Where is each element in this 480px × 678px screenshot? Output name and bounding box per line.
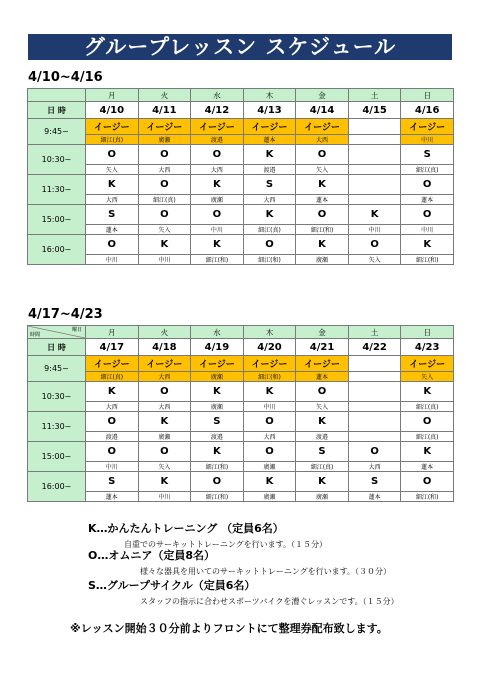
lesson-code-cell: K xyxy=(243,205,296,225)
legend-s-title: S…グループサイクル（定員6名） xyxy=(88,579,256,592)
easy-lesson-cell xyxy=(348,119,401,135)
instructor-cell: 矢入 xyxy=(296,402,349,412)
instructor-cell: 大西 xyxy=(243,195,296,205)
easy-lesson-row xyxy=(28,119,454,135)
instructor-cell: 中川 xyxy=(401,135,454,145)
weekday-6: 日 xyxy=(401,326,454,339)
instructor-cell: 細江(真) xyxy=(138,195,191,205)
instructor-cell: 大西 xyxy=(191,165,244,175)
lesson-code-cell: O xyxy=(348,442,401,462)
lesson-code-cell: K xyxy=(138,412,191,432)
time-label: 16:00~ xyxy=(28,235,86,265)
lesson-code-cell: K xyxy=(348,205,401,225)
instructor-row xyxy=(28,432,454,442)
ticket-notice: ※レッスン開始３０分前よりフロントにて整理券配布致します。 xyxy=(70,622,388,635)
week-1-schedule-table xyxy=(27,88,454,265)
instructor-cell: 廣瀬 xyxy=(243,492,296,502)
lesson-code-cell xyxy=(348,145,401,165)
lesson-code-cell: K xyxy=(296,175,349,195)
instructor-cell: 細江(和) xyxy=(191,462,244,472)
lesson-code-cell: K xyxy=(86,175,139,195)
instructor-cell: 細江(和) xyxy=(243,372,296,382)
instructor-cell: 大西 xyxy=(86,195,139,205)
lesson-code-cell: S xyxy=(401,145,454,165)
easy-lesson-cell: イージー xyxy=(86,119,139,135)
weekday-3: 木 xyxy=(243,326,296,339)
lesson-code-cell: K xyxy=(86,382,139,402)
instructor-cell: 細江(真) xyxy=(401,402,454,412)
instructor-cell: 細江(真) xyxy=(296,462,349,472)
instructor-cell: 中川 xyxy=(191,225,244,235)
time-label: 10:30~ xyxy=(28,145,86,175)
date-cell: 4/19 xyxy=(191,339,244,356)
instructor-cell xyxy=(348,432,401,442)
instructor-cell: 蓮本 xyxy=(243,135,296,145)
instructor-cell: 蓮本 xyxy=(401,462,454,472)
lesson-code-cell: O xyxy=(191,205,244,225)
instructor-cell: 渡邉 xyxy=(191,432,244,442)
lesson-code-cell: O xyxy=(86,145,139,165)
instructor-row xyxy=(28,402,454,412)
weekday-1: 火 xyxy=(138,89,191,102)
date-row xyxy=(28,102,454,119)
lesson-code-cell: K xyxy=(138,472,191,492)
instructor-cell xyxy=(348,195,401,205)
lesson-row xyxy=(28,235,454,255)
legend-s xyxy=(88,577,399,607)
lesson-code-cell: O xyxy=(191,472,244,492)
weekday-2: 水 xyxy=(191,89,244,102)
lesson-code-cell: K xyxy=(191,442,244,462)
date-cell: 4/14 xyxy=(296,102,349,119)
instructor-cell: 中川 xyxy=(86,462,139,472)
date-cell: 4/17 xyxy=(86,339,139,356)
instructor-cell: 矢入 xyxy=(86,165,139,175)
lesson-row xyxy=(28,145,454,165)
lesson-code-cell: K xyxy=(191,382,244,402)
weekday-4: 金 xyxy=(296,89,349,102)
corner-cell xyxy=(28,326,86,339)
date-row-label: 日 時 xyxy=(28,339,86,356)
lesson-row xyxy=(28,442,454,462)
time-label: 11:30~ xyxy=(28,175,86,205)
instructor-cell xyxy=(348,165,401,175)
weekday-0: 月 xyxy=(86,89,139,102)
instructor-cell: 細江(和) xyxy=(296,225,349,235)
instructor-cell xyxy=(348,372,401,382)
instructor-cell: 渡邉 xyxy=(86,432,139,442)
lesson-code-cell: S xyxy=(243,175,296,195)
instructor-cell: 中川 xyxy=(401,225,454,235)
instructor-row xyxy=(28,255,454,265)
weekday-5: 土 xyxy=(348,326,401,339)
legend-o-desc: 様々な器具を用いてのサーキットトレーニングを行います。（３０分） xyxy=(140,567,392,576)
instructor-cell: 大西 xyxy=(138,402,191,412)
easy-lesson-cell: イージー xyxy=(296,119,349,135)
lesson-code-cell: S xyxy=(86,205,139,225)
instructor-cell: 中川 xyxy=(138,492,191,502)
easy-lesson-cell: イージー xyxy=(401,356,454,372)
lesson-code-cell: O xyxy=(138,145,191,165)
weekday-1: 火 xyxy=(138,326,191,339)
weekday-4: 金 xyxy=(296,326,349,339)
easy-lesson-cell: イージー xyxy=(191,119,244,135)
lesson-code-cell: O xyxy=(191,145,244,165)
instructor-row xyxy=(28,165,454,175)
date-cell: 4/18 xyxy=(138,339,191,356)
legend-o xyxy=(88,547,391,577)
instructor-cell: 細江(真) xyxy=(243,225,296,235)
date-row xyxy=(28,339,454,356)
instructor-cell: 細江(真) xyxy=(401,165,454,175)
lesson-code-cell xyxy=(348,382,401,402)
time-label: 16:00~ xyxy=(28,472,86,502)
weekday-header-row xyxy=(28,89,454,102)
lesson-code-cell: O xyxy=(401,472,454,492)
instructor-cell: 中川 xyxy=(348,225,401,235)
instructor-cell: 矢入 xyxy=(296,165,349,175)
lesson-code-cell: O xyxy=(296,145,349,165)
lesson-code-cell: O xyxy=(401,175,454,195)
instructor-cell: 廣瀬 xyxy=(138,135,191,145)
lesson-code-cell: O xyxy=(86,412,139,432)
time-label: 15:00~ xyxy=(28,442,86,472)
lesson-code-cell: O xyxy=(138,205,191,225)
easy-lesson-cell: イージー xyxy=(296,356,349,372)
instructor-cell: 廣瀬 xyxy=(296,255,349,265)
instructor-cell: 細江(真) xyxy=(401,432,454,442)
easy-lesson-cell: イージー xyxy=(86,356,139,372)
lesson-code-cell: O xyxy=(296,382,349,402)
lesson-code-cell: O xyxy=(296,205,349,225)
lesson-code-cell: K xyxy=(191,235,244,255)
legend-k xyxy=(88,520,327,550)
instructor-cell: 中川 xyxy=(86,255,139,265)
lesson-code-cell: O xyxy=(243,412,296,432)
instructor-cell: 廣瀬 xyxy=(191,195,244,205)
instructor-cell: 蓮本 xyxy=(348,492,401,502)
date-cell: 4/20 xyxy=(243,339,296,356)
instructor-cell: 矢入 xyxy=(348,255,401,265)
instructor-cell: 細江(和) xyxy=(401,255,454,265)
legend-k-desc: 自重でのサーキットトレーニングを行います。（１５分） xyxy=(124,540,328,549)
lesson-code-cell: S xyxy=(296,442,349,462)
instructor-row xyxy=(28,462,454,472)
week-2-schedule-table xyxy=(27,325,454,502)
instructor-cell: 大西 xyxy=(138,165,191,175)
lesson-code-cell: K xyxy=(401,382,454,402)
instructor-cell: 中川 xyxy=(243,402,296,412)
time-label: 9:45~ xyxy=(28,119,86,145)
lesson-code-cell: K xyxy=(401,442,454,462)
lesson-row xyxy=(28,412,454,432)
lesson-code-cell: O xyxy=(348,235,401,255)
date-cell: 4/22 xyxy=(348,339,401,356)
instructor-cell: 大西 xyxy=(348,462,401,472)
date-cell: 4/15 xyxy=(348,102,401,119)
instructor-cell: 廣瀬 xyxy=(243,462,296,472)
time-label: 11:30~ xyxy=(28,412,86,442)
instructor-cell xyxy=(348,135,401,145)
lesson-code-cell: O xyxy=(86,235,139,255)
date-cell: 4/13 xyxy=(243,102,296,119)
instructor-cell: 蓮本 xyxy=(296,372,349,382)
instructor-cell: 細江(和) xyxy=(401,492,454,502)
legend-s-desc: スタッフの指示に合わせスポーツバイクを漕ぐレッスンです。（１５分） xyxy=(140,597,399,606)
weekday-header-row xyxy=(28,326,454,339)
week-2-title: 4/17~4/23 xyxy=(28,307,103,322)
lesson-code-cell: S xyxy=(348,472,401,492)
page-title: グループレッスン スケジュール xyxy=(28,34,452,60)
easy-lesson-cell: イージー xyxy=(191,356,244,372)
corner-cell xyxy=(28,89,86,102)
easy-lesson-cell: イージー xyxy=(243,356,296,372)
instructor-cell: 渡邉 xyxy=(191,135,244,145)
instructor-row xyxy=(28,195,454,205)
lesson-code-cell: O xyxy=(138,175,191,195)
lesson-code-cell: K xyxy=(296,412,349,432)
easy-instructor-row xyxy=(28,135,454,145)
lesson-code-cell: O xyxy=(86,442,139,462)
instructor-cell: 細江(和) xyxy=(191,492,244,502)
instructor-row xyxy=(28,225,454,235)
weekday-5: 土 xyxy=(348,89,401,102)
easy-lesson-cell: イージー xyxy=(401,119,454,135)
easy-instructor-row xyxy=(28,372,454,382)
instructor-cell: 廣瀬 xyxy=(191,402,244,412)
lesson-code-cell: K xyxy=(138,235,191,255)
lesson-code-cell: K xyxy=(401,235,454,255)
instructor-cell: 矢入 xyxy=(138,462,191,472)
instructor-cell: 廣瀬 xyxy=(296,492,349,502)
date-cell: 4/11 xyxy=(138,102,191,119)
weekday-2: 水 xyxy=(191,326,244,339)
lesson-code-cell: S xyxy=(191,412,244,432)
lesson-code-cell: K xyxy=(243,382,296,402)
instructor-cell: 大西 xyxy=(296,135,349,145)
time-label: 10:30~ xyxy=(28,382,86,412)
lesson-code-cell: K xyxy=(191,175,244,195)
lesson-code-cell: O xyxy=(401,412,454,432)
lesson-code-cell: S xyxy=(86,472,139,492)
instructor-cell: 渡邉 xyxy=(296,432,349,442)
lesson-code-cell: O xyxy=(243,235,296,255)
time-label: 15:00~ xyxy=(28,205,86,235)
instructor-cell: 渡邉 xyxy=(243,165,296,175)
instructor-cell: 大西 xyxy=(86,402,139,412)
instructor-cell: 細江(和) xyxy=(243,255,296,265)
date-cell: 4/16 xyxy=(401,102,454,119)
time-label: 9:45~ xyxy=(28,356,86,382)
weekday-axis-label: 曜日 xyxy=(71,327,82,333)
instructor-cell xyxy=(348,402,401,412)
instructor-cell: 細江(和) xyxy=(191,255,244,265)
time-axis-label: 時間 xyxy=(30,332,41,338)
lesson-code-cell: O xyxy=(138,442,191,462)
lesson-code-cell xyxy=(348,175,401,195)
instructor-row xyxy=(28,492,454,502)
date-row-label: 日 時 xyxy=(28,102,86,119)
instructor-cell: 細江(真) xyxy=(86,135,139,145)
lesson-code-cell: K xyxy=(296,235,349,255)
lesson-code-cell: K xyxy=(243,472,296,492)
lesson-row xyxy=(28,382,454,402)
date-cell: 4/12 xyxy=(191,102,244,119)
weekday-3: 木 xyxy=(243,89,296,102)
instructor-cell: 蓮本 xyxy=(86,492,139,502)
instructor-cell: 大西 xyxy=(138,372,191,382)
easy-lesson-cell: イージー xyxy=(138,119,191,135)
lesson-code-cell: O xyxy=(401,205,454,225)
easy-lesson-cell xyxy=(348,356,401,372)
easy-lesson-row xyxy=(28,356,454,372)
lesson-row xyxy=(28,175,454,195)
lesson-row xyxy=(28,472,454,492)
easy-lesson-cell: イージー xyxy=(243,119,296,135)
instructor-cell: 中川 xyxy=(138,255,191,265)
lesson-code-cell: O xyxy=(138,382,191,402)
date-cell: 4/21 xyxy=(296,339,349,356)
instructor-cell: 蓮本 xyxy=(401,195,454,205)
instructor-cell: 廣瀬 xyxy=(191,372,244,382)
week-1-title: 4/10~4/16 xyxy=(28,70,103,85)
instructor-cell: 細江(真) xyxy=(86,372,139,382)
date-cell: 4/23 xyxy=(401,339,454,356)
legend-o-title: O…オムニア（定員8名） xyxy=(88,549,216,562)
lesson-code-cell xyxy=(348,412,401,432)
instructor-cell: 矢入 xyxy=(401,372,454,382)
easy-lesson-cell: イージー xyxy=(138,356,191,372)
lesson-code-cell: K xyxy=(296,472,349,492)
instructor-cell: 大西 xyxy=(243,432,296,442)
weekday-0: 月 xyxy=(86,326,139,339)
instructor-cell: 蓮本 xyxy=(86,225,139,235)
legend-k-title: K…かんたんトレーニング （定員6名） xyxy=(88,522,284,535)
lesson-row xyxy=(28,205,454,225)
date-cell: 4/10 xyxy=(86,102,139,119)
instructor-cell: 蓮本 xyxy=(296,195,349,205)
lesson-code-cell: K xyxy=(243,145,296,165)
instructor-cell: 廣瀬 xyxy=(138,432,191,442)
lesson-code-cell: O xyxy=(243,442,296,462)
instructor-cell: 矢入 xyxy=(138,225,191,235)
weekday-6: 日 xyxy=(401,89,454,102)
